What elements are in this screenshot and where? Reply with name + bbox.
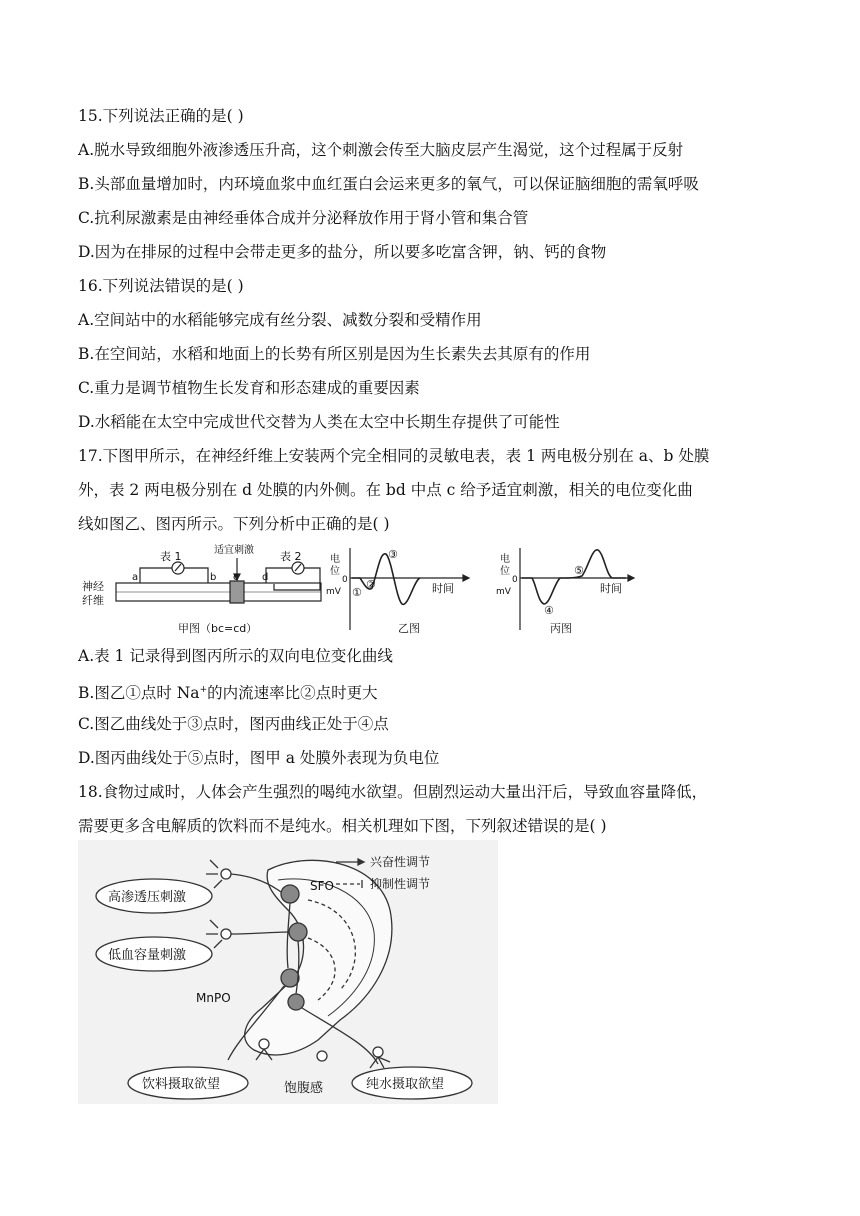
- point-a: a: [132, 572, 139, 583]
- point-d: d: [262, 572, 269, 583]
- q17-option-b: [78, 680, 378, 703]
- q17-figure-svg: [80, 540, 640, 640]
- q15-option-d: D.因为在排尿的过程中会带走更多的盐分，所以要多吃富含钾，钠、钙的食物: [78, 243, 607, 261]
- sfo-neuron-2: [289, 923, 307, 941]
- q18-stem-line1: 18.食物过咸时，人体会产生强烈的喝纯水欲望。但剧烈运动大量出汗后，导致血容量降低，: [78, 783, 708, 801]
- q15-option-b: B.头部血量增加时，内环境血浆中血红蛋白会运来更多的氧气，可以保证脑细胞的需氧呼吸: [78, 175, 699, 193]
- q17-option-c: C.图乙曲线处于③点时，图丙曲线正处于④点: [78, 715, 389, 733]
- legend-excite: 兴奋性调节: [370, 855, 431, 869]
- satiety-label: 饱腹感: [284, 1081, 324, 1096]
- yi-caption: 乙图: [398, 622, 420, 635]
- sfo-neuron-1: [281, 885, 299, 903]
- jia-caption: 甲图（bc=cd）: [178, 622, 258, 635]
- mark-2: ②: [366, 578, 376, 591]
- bing-zero: 0: [512, 575, 518, 585]
- q17-stem-line1: 17.下图甲所示，在神经纤维上安装两个完全相同的灵敏电表，表 1 两电极分别在 a、b 处膜: [78, 447, 710, 465]
- q16-stem: 16.下列说法错误的是( ): [78, 277, 244, 295]
- water-label: 纯水摄取欲望: [366, 1077, 445, 1092]
- meter2-label: 表 2: [280, 550, 302, 563]
- bing-caption: 丙图: [550, 622, 572, 635]
- q17-option-d: D.图丙曲线处于⑤点时，图甲 a 处膜外表现为负电位: [78, 749, 440, 767]
- q17-option-b-post: 的内流速率比②点时更大: [207, 684, 378, 703]
- stimulus-label: 适宜刺激: [214, 545, 254, 556]
- q17-option-a: A.表 1 记录得到图丙所示的双向电位变化曲线: [78, 647, 393, 665]
- yi-ylabel-2: 位: [330, 566, 340, 577]
- q16-option-c: C.重力是调节植物生长发育和形态建成的重要因素: [78, 379, 420, 397]
- mnpo-label: MnPO: [196, 991, 231, 1005]
- osmotic-label: 高渗透压刺激: [108, 890, 187, 905]
- bing-ylabel-1: 电: [500, 554, 510, 565]
- q17-option-b-sup: +: [199, 685, 208, 695]
- point-c: c: [233, 572, 239, 583]
- q15-option-a: A.脱水导致细胞外液渗透压升高，这个刺激会传至大脑皮层产生渴觉，这个过程属于反射: [78, 141, 684, 159]
- q18-stem-line2: 需要更多含电解质的饮料而不是纯水。相关机理如下图，下列叙述错误的是( ): [78, 817, 607, 835]
- bing-time: 时间: [600, 582, 622, 595]
- q17-option-b-pre: B.图乙①点时 Na: [78, 684, 200, 703]
- yi-ylabel-1: 电: [330, 554, 340, 565]
- fiber-label-2: 纤维: [82, 594, 104, 607]
- q17-figure: [80, 540, 640, 640]
- stimulus-block: [230, 581, 244, 603]
- q15-stem: 15.下列说法正确的是( ): [78, 107, 244, 125]
- bing-ylabel-2: 位: [500, 566, 510, 577]
- bing-ylabel-unit: mV: [496, 587, 511, 597]
- mark-3: ③: [388, 548, 398, 561]
- yi-ylabel-unit: mV: [326, 587, 341, 597]
- q17-stem-line3: 线如图乙、图丙所示。下列分析中正确的是( ): [78, 515, 390, 533]
- sfo-label: SFO: [310, 879, 334, 893]
- meter1-label: 表 1: [160, 550, 182, 563]
- point-b: b: [210, 572, 217, 583]
- mark-1: ①: [352, 586, 362, 599]
- q16-option-a: A.空间站中的水稻能够完成有丝分裂、减数分裂和受精作用: [78, 311, 482, 329]
- q16-option-d: D.水稻能在太空中完成世代交替为人类在太空中长期生存提供了可能性: [78, 413, 560, 431]
- q18-figure-svg: [78, 840, 498, 1104]
- q17-stem-line2: 外，表 2 两电极分别在 d 处膜的内外侧。在 bd 中点 c 给予适宜刺激，相关的电位变化曲: [78, 481, 693, 499]
- drink-label: 饮料摄取欲望: [142, 1077, 221, 1092]
- q18-figure: [78, 840, 498, 1104]
- fiber-label-1: 神经: [82, 580, 104, 593]
- yi-curve: [352, 554, 420, 605]
- yi-zero: 0: [342, 575, 348, 585]
- mark-5: ⑤: [574, 564, 584, 577]
- q16-option-b: B.在空间站，水稻和地面上的长势有所区别是因为生长素失去其原有的作用: [78, 345, 591, 363]
- mark-4: ④: [544, 604, 554, 617]
- q15-option-c: C.抗利尿激素是由神经垂体合成并分泌释放作用于肾小管和集合管: [78, 209, 529, 227]
- mnpo-neuron-2: [288, 994, 304, 1010]
- yi-time: 时间: [432, 582, 454, 595]
- blood-label: 低血容量刺激: [108, 948, 187, 963]
- mnpo-neuron-1: [281, 969, 299, 987]
- legend-inhibit: 抑制性调节: [370, 877, 431, 891]
